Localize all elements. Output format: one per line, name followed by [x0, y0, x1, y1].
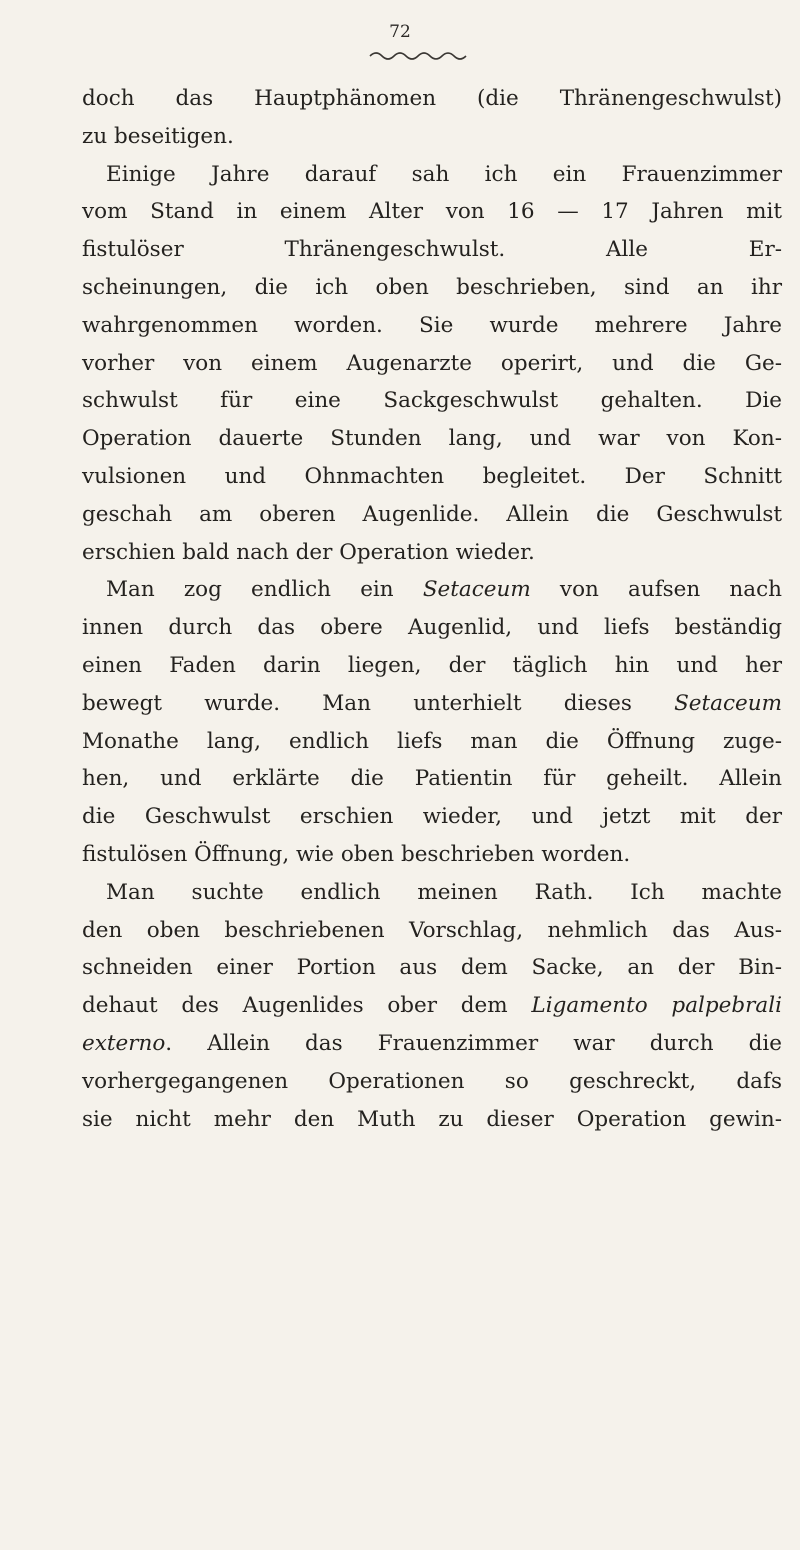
- text-line: externo. Allein das Frauenzimmer war durch die: [82, 1030, 782, 1056]
- text-line: doch das Hauptphänomen (die Thränengeschwulst): [82, 86, 782, 111]
- text-line: hen, und erklärte die Patientin für geheilt. Allein: [82, 766, 782, 792]
- page-number: 72: [389, 22, 411, 42]
- text-line: sie nicht mehr den Muth zu dieser Operation gewin-: [82, 1106, 782, 1132]
- text-line: fistulösen Öffnung, wie oben beschrieben worden.: [82, 841, 631, 867]
- text-line: wahrgenommen worden. Sie wurde mehrere Jahre: [82, 312, 782, 338]
- text-line: einen Faden darin liegen, der täglich hin und her: [82, 652, 782, 678]
- ornament-rule: [368, 48, 488, 62]
- text-line: vulsionen und Ohnmachten begleitet. Der Schnitt: [82, 463, 782, 489]
- text-line: erschien bald nach der Operation wieder.: [82, 539, 535, 565]
- text-line: Einige Jahre darauf sah ich ein Frauenzimmer: [106, 161, 782, 187]
- text-line: Monathe lang, endlich liefs man die Öffnung zuge-: [82, 728, 782, 754]
- text-line: zu beseitigen.: [82, 123, 234, 149]
- text-line: die Geschwulst erschien wieder, und jetzt mit der: [82, 804, 782, 830]
- text-line: bewegt wurde. Man unterhielt dieses Setaceum: [82, 690, 782, 716]
- text-line: Operation dauerte Stunden lang, und war von Kon-: [82, 426, 782, 452]
- text-line: den oben beschriebenen Vorschlag, nehmlich das Aus-: [82, 917, 782, 943]
- text-line: fistulöser Thränengeschwulst. Alle Er-: [82, 237, 782, 263]
- text-line: vom Stand in einem Alter von 16 — 17 Jahren mit: [82, 199, 782, 225]
- body-text: [82, 80, 782, 1138]
- text-line: geschah am oberen Augenlide. Allein die Geschwulst: [82, 501, 782, 527]
- text-line: scheinungen, die ich oben beschrieben, sind an ihr: [82, 274, 782, 300]
- text-line: vorher von einem Augenarzte operirt, und die Ge-: [82, 350, 782, 376]
- text-line: schneiden einer Portion aus dem Sacke, an der Bin-: [82, 955, 782, 981]
- text-line: Man zog endlich ein Setaceum von aufsen nach: [106, 577, 782, 603]
- text-line: schwulst für eine Sackgeschwulst gehalten. Die: [82, 388, 782, 414]
- text-line: vorhergegangenen Operationen so geschreckt, dafs: [82, 1068, 782, 1094]
- text-line: dehaut des Augenlides ober dem Ligamento palpebrali: [82, 993, 782, 1019]
- text-line: Man suchte endlich meinen Rath. Ich machte: [106, 879, 782, 905]
- text-line: innen durch das obere Augenlid, und liefs beständig: [82, 615, 782, 641]
